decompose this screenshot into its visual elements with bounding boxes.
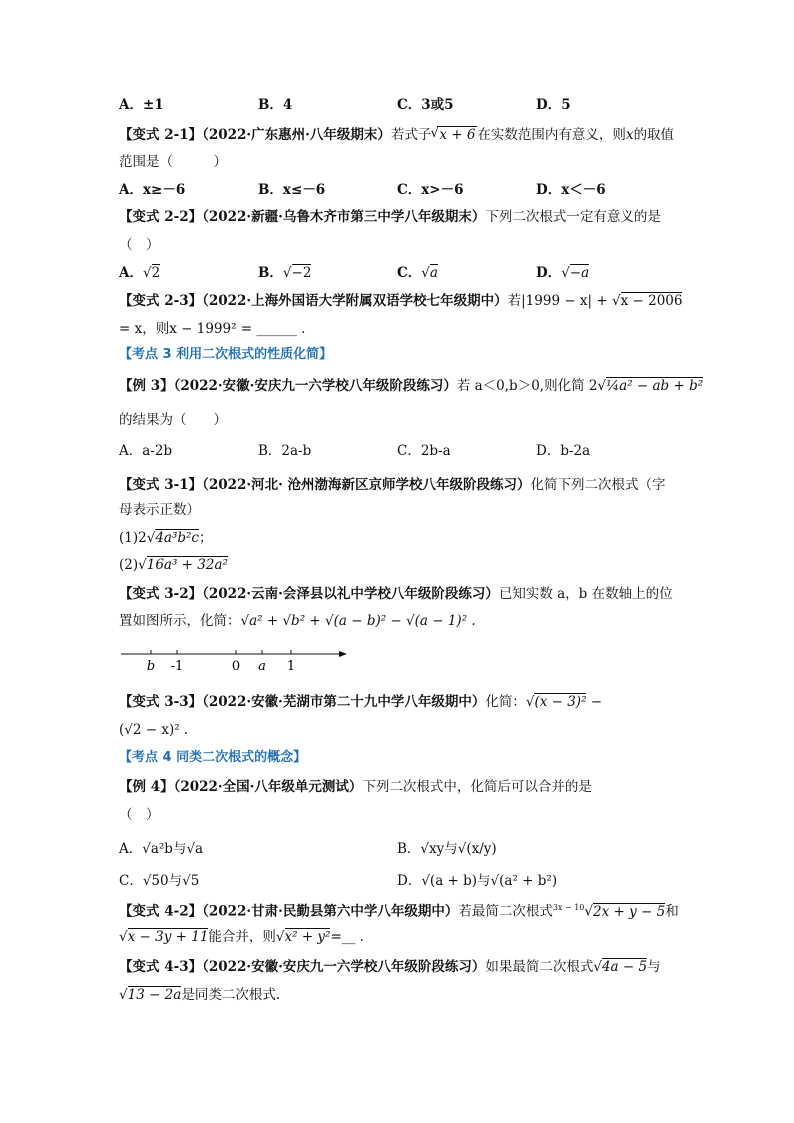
question-v43: [119, 958, 661, 976]
conjunction: 与: [647, 959, 661, 975]
radical-sign-icon: √: [275, 929, 285, 945]
question-tag: 【变式 3-3】: [119, 694, 203, 710]
math-expression: √a² + √b² + √(a − b)² − √(a − 1)² .: [240, 613, 476, 629]
question-text: 已知实数 a，b 在数轴上的位: [498, 586, 673, 602]
radical-sign-icon: √: [146, 530, 156, 546]
question-tag: 【变式 4-3】: [119, 959, 203, 975]
label-a: a: [258, 659, 266, 674]
option-b: B．4: [258, 97, 293, 113]
answer-blank: =__ .: [330, 929, 364, 945]
option-c: C．3或5: [397, 97, 454, 113]
option-c: [397, 264, 438, 282]
section-heading-3: 【考点 3 利用二次根式的性质化简】: [119, 347, 333, 362]
question-v42-line2: [119, 928, 364, 946]
number-line-figure: [119, 646, 349, 676]
question-text: 是同类二次根式.: [181, 987, 281, 1003]
question-v22: [119, 208, 661, 226]
radicand: 16a³ + 32a²: [146, 557, 228, 573]
question-v32: [119, 585, 673, 603]
question-v31: [119, 476, 666, 494]
radical-sign-icon: √: [119, 929, 128, 945]
question-text: 若式子: [390, 127, 432, 143]
option-c: C．√50与√5: [119, 873, 200, 889]
question-text: 如果最简二次根式: [485, 959, 594, 975]
option-label: A．: [119, 265, 143, 281]
radical-sign-icon: √: [561, 265, 570, 281]
option-d: D．b-2a: [536, 443, 591, 459]
variable: x: [625, 127, 634, 143]
question-source: （2022·云南·会泽县以礼中学校八年级阶段练习）: [202, 586, 499, 602]
conjunction: 和: [665, 903, 679, 920]
question-tag: 【变式 2-1】: [119, 127, 203, 143]
example-4-line2: （ ）: [119, 807, 160, 823]
question-source: （2022·安徽·安庆九一六学校八年级阶段练习）: [173, 378, 457, 394]
radical-sign-icon: √: [584, 903, 594, 920]
option-d: D．x＜－6: [536, 182, 606, 198]
option-label: D．: [536, 265, 562, 281]
question-tag: 【变式 4-2】: [119, 903, 203, 920]
question-text: 若|1999 − x| +: [507, 293, 608, 309]
sub-label: (1)2: [119, 530, 147, 546]
radicand: ¼a² − ab + b²: [606, 378, 704, 394]
question-v42: [119, 899, 679, 921]
radicand: −2: [291, 265, 312, 281]
operator: −: [586, 694, 603, 710]
question-text: 在实数范围内有意义，则: [477, 127, 626, 143]
question-tag: 【变式 2-3】: [119, 293, 203, 309]
radical-sign-icon: √: [138, 557, 147, 573]
radicand: (x − 3)²: [534, 694, 587, 710]
question-source: （2022·上海外国语大学附属双语学校七年级期中）: [202, 293, 508, 309]
question-v33-line2: (√2 − x)² .: [119, 722, 189, 738]
radicand: x + 6: [439, 127, 476, 143]
option-c: C．x>－6: [397, 182, 464, 198]
radical-sign-icon: √: [430, 125, 439, 141]
radical-index: 3x − 10: [552, 903, 585, 912]
radicand: x − 3y + 11: [127, 929, 209, 945]
radical-sign-icon: √: [421, 265, 430, 281]
label-1: 1: [286, 659, 296, 674]
question-tag: 【变式 2-2】: [119, 209, 203, 225]
question-source: （2022·安徽·芜湖市第二十九中学八年级期中）: [202, 694, 486, 710]
option-a: A．±1: [119, 97, 164, 113]
question-tag: 【变式 3-1】: [119, 477, 203, 493]
label-neg1: -1: [170, 659, 184, 674]
radical-sign-icon: √: [119, 987, 128, 1003]
option-a: A．√a²b与√a: [119, 841, 204, 857]
question-v23: [119, 292, 682, 310]
radicand: a: [429, 265, 438, 281]
option-a: A．x≥－6: [119, 182, 186, 198]
punctuation: ；: [199, 530, 213, 546]
option-label: C．: [397, 265, 422, 281]
question-source: （2022·广东惠州·八年级期末）: [202, 127, 391, 143]
question-v21: [119, 126, 674, 144]
sub-question-1: [119, 529, 213, 547]
radicand: 2x + y − 5: [593, 903, 666, 920]
question-text: 能合并，则: [208, 929, 276, 945]
question-text: 化简下列二次根式（字: [530, 477, 666, 493]
question-source: （2022·全国·八年级单元测试）: [173, 779, 363, 795]
question-tag: 【变式 3-2】: [119, 586, 203, 602]
question-tag: 【例 3】: [119, 378, 174, 394]
question-text: 若 a＜0,b＞0,则化简 2: [456, 378, 598, 394]
option-d: D．5: [536, 97, 571, 113]
radical-sign-icon: √: [597, 378, 607, 394]
radical-sign-icon: √: [282, 265, 292, 281]
radical-sign-icon: √: [612, 293, 621, 309]
radicand: −a: [569, 265, 590, 281]
option-b: B．√xy与√(x/y): [397, 841, 497, 857]
radical-sign-icon: √: [142, 265, 152, 281]
option-label: B．: [258, 265, 283, 281]
question-v33: [119, 693, 602, 711]
arrow-icon: [339, 651, 347, 657]
question-source: （2022·河北· 沧州渤海新区京师学校八年级阶段练习）: [202, 477, 531, 493]
radicand: x − 2006: [620, 293, 683, 309]
section-heading-4: 【考点 4 同类二次根式的概念】: [119, 750, 307, 765]
radicand: 2: [151, 265, 161, 281]
question-tag: 【例 4】: [119, 779, 174, 795]
radical-sign-icon: √: [525, 694, 535, 710]
example-3-line2: 的结果为（ ）: [119, 412, 227, 428]
question-source: （2022·甘肃·民勤县第六中学八年级期中）: [202, 903, 459, 920]
sub-label: (2): [119, 557, 139, 573]
radical-sign-icon: √: [593, 959, 602, 975]
question-v43-line2: [119, 986, 280, 1004]
option-d: [536, 264, 589, 282]
radicand: 4a³b²c: [155, 530, 199, 546]
label-b: b: [146, 659, 156, 674]
option-a: A．a-2b: [119, 443, 173, 459]
radicand: 4a − 5: [601, 959, 648, 975]
question-text: 下列二次根式中，化简后可以合并的是: [362, 779, 592, 795]
option-b: B．x≤－6: [258, 182, 326, 198]
label-0: 0: [231, 659, 241, 674]
example-3: [119, 377, 703, 395]
option-b: [258, 264, 311, 282]
option-d: D．√(a + b)与√(a² + b²): [397, 873, 558, 889]
question-source: （2022·新疆·乌鲁木齐市第三中学八年级期末）: [202, 209, 486, 225]
question-v21-line2: 范围是（ ）: [119, 154, 227, 170]
question-v23-line2: = x，则x − 1999² = ______ .: [119, 321, 306, 337]
sub-question-2: [119, 556, 228, 574]
radicand: 13 − 2a: [127, 987, 182, 1003]
option-b: B．2a-b: [258, 443, 312, 459]
question-v22-line2: （ ）: [119, 237, 160, 253]
option-c: C．2b-a: [397, 443, 451, 459]
radicand: x² + y²: [284, 929, 331, 945]
question-text: 化简：: [485, 694, 526, 710]
question-text: 置如图所示，化简：: [119, 613, 241, 629]
question-text: 的取值: [633, 127, 675, 143]
question-source: （2022·安徽·安庆九一六学校八年级阶段练习）: [202, 959, 486, 975]
example-4: [119, 778, 592, 796]
option-a: [119, 264, 160, 282]
radical-expr: [430, 125, 477, 143]
question-text: 若最简二次根式: [458, 903, 553, 920]
question-text: 下列二次根式一定有意义的是: [485, 209, 661, 225]
question-v32-line2: [119, 612, 476, 630]
question-v31-line2: 母表示正数）: [119, 502, 200, 518]
